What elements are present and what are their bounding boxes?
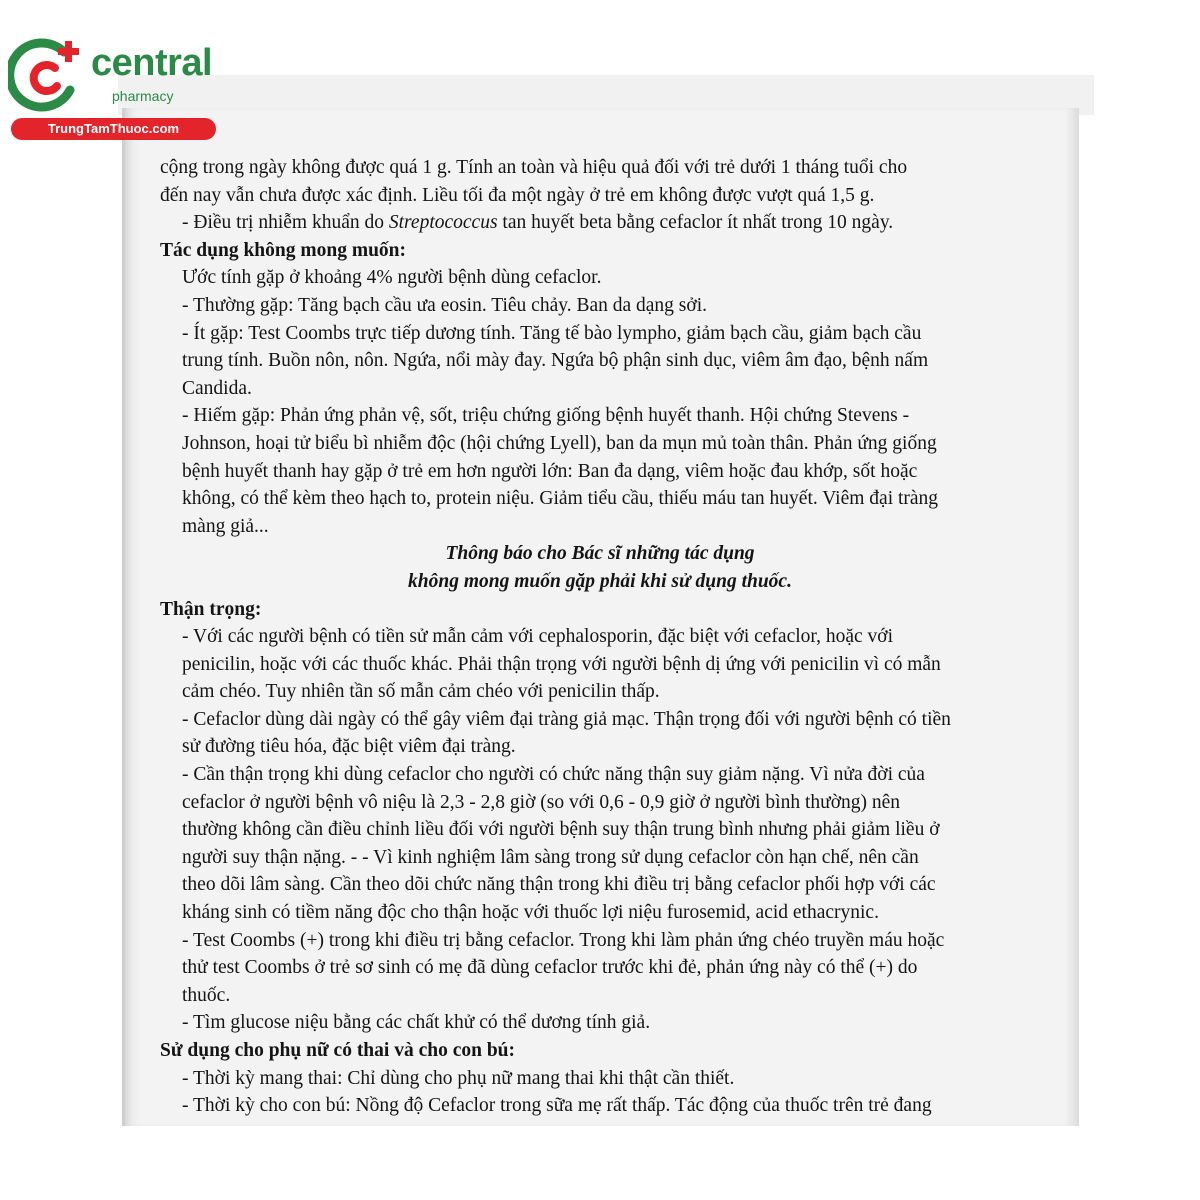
text-line: trung tính. Buồn nôn, nôn. Ngứa, nổi mày đay. Ngứa bộ phận sinh dục, viêm âm đạo, bệnh nấm xyxy=(182,350,929,372)
text-line: màng giả... xyxy=(182,515,269,537)
brand-logo[interactable] xyxy=(8,34,223,142)
section-heading-side-effects: Tác dụng không mong muốn: xyxy=(160,239,406,261)
text-line: Johnson, hoại tử biểu bì nhiễm độc (hội chứng Lyell), ban da mụn mủ toàn thân. Phản ứng giống xyxy=(182,432,937,454)
text-line: - Ít gặp: Test Coombs trực tiếp dương tính. Tăng tế bào lympho, giảm bạch cầu, giảm bạch cầu xyxy=(182,322,922,344)
brand-subtitle: pharmacy xyxy=(112,88,174,104)
brand-website-link[interactable]: TrungTamThuoc.com xyxy=(11,118,216,140)
section-heading-precautions: Thận trọng: xyxy=(160,598,262,620)
brand-name: central xyxy=(91,42,213,84)
text-line: theo dõi lâm sàng. Cần theo dõi chức năng thận trong khi điều trị bằng cefaclor phối hợp với các xyxy=(182,874,936,896)
text-line: cộng trong ngày không được quá 1 g. Tính an toàn và hiệu quả đối với trẻ dưới 1 tháng tuổi cho xyxy=(160,157,908,178)
text-line: - Cefaclor dùng dài ngày có thể gây viêm đại tràng giả mạc. Thận trọng đối với người bệnh có tiền xyxy=(182,708,951,730)
text-line: - Thường gặp: Tăng bạch cầu ưa eosin. Tiêu chảy. Ban da dạng sởi. xyxy=(182,294,708,316)
text-line: Ước tính gặp ở khoảng 4% người bệnh dùng cefaclor. xyxy=(182,267,602,289)
text-line: thường không cần điều chỉnh liều đối với người bệnh suy thận trung bình nhưng phải giảm liều ở xyxy=(182,819,940,841)
text-line: thử test Coombs ở trẻ sơ sinh có mẹ đã dùng cefaclor trước khi đẻ, phản ứng này có thể (+) do xyxy=(182,957,918,979)
text-line: - Test Coombs (+) trong khi điều trị bằng cefaclor. Trong khi làm phản ứng chéo truyền máu hoặc xyxy=(182,929,945,951)
section-heading-pregnancy: Sử dụng cho phụ nữ có thai và cho con bú: xyxy=(160,1040,516,1061)
organism-name: Streptococcus xyxy=(388,212,498,234)
text-line: - Thời kỳ mang thai: Chỉ dùng cho phụ nữ mang thai khi thật cần thiết. xyxy=(182,1067,735,1089)
text-line: cefaclor ở người bệnh vô niệu là 2,3 - 2,8 giờ (so với 0,6 - 0,9 giờ ở người bình thường) nên xyxy=(182,791,901,813)
text-line: Candida. xyxy=(182,377,252,399)
text-line: - Cần thận trọng khi dùng cefaclor cho người có chức năng thận suy giảm nặng. Vì nửa đời của xyxy=(182,764,925,786)
text-line: - Điều trị nhiễm khuẩn do Streptococcus tan huyết beta bằng cefaclor ít nhất trong 10 ngày. xyxy=(182,212,894,234)
notice-line: không mong muốn gặp phải khi sử dụng thuốc. xyxy=(408,570,792,592)
text-line: - Hiếm gặp: Phản ứng phản vệ, sốt, triệu chứng giống bệnh huyết thanh. Hội chứng Stevens - xyxy=(182,405,910,427)
text-line: - Tìm glucose niệu bằng các chất khử có thể dương tính giả. xyxy=(182,1012,651,1034)
pharmacy-cross-logo-icon xyxy=(8,34,90,116)
document-body xyxy=(160,154,1040,1120)
text-line: thuốc. xyxy=(182,984,231,1006)
text-line: sử đường tiêu hóa, đặc biệt viêm đại tràng. xyxy=(182,736,516,758)
text-line: không, có thể kèm theo hạch to, protein niệu. Giảm tiểu cầu, thiếu máu tan huyết. Viêm đại tràng xyxy=(182,488,939,510)
text-line: người suy thận nặng. - - Vì kinh nghiệm lâm sàng trong sử dụng cefaclor còn hạn chế, nên cần xyxy=(182,846,919,868)
notice-line: Thông báo cho Bác sĩ những tác dụng xyxy=(445,543,755,565)
text-line: kháng sinh có tiềm năng độc cho thận hoặc với thuốc lợi niệu furosemid, acid ethacrynic. xyxy=(182,902,879,924)
text-line: penicilin, hoặc với các thuốc khác. Phải thận trọng với người bệnh dị ứng với penicilin vì có mẫn xyxy=(182,653,941,675)
text-line: bệnh huyết thanh hay gặp ở trẻ em hơn người lớn: Ban đa dạng, viêm hoặc đau khớp, sốt hoặc xyxy=(182,460,918,482)
text-line: cảm chéo. Tuy nhiên tần số mẫn cảm chéo với penicilin thấp. xyxy=(182,681,660,703)
text-line: - Với các người bệnh có tiền sử mẫn cảm với cephalosporin, đặc biệt với cefaclor, hoặc với xyxy=(182,626,894,648)
text-line: - Thời kỳ cho con bú: Nồng độ Cefaclor trong sữa mẹ rất thấp. Tác động của thuốc trên trẻ đang xyxy=(182,1095,932,1117)
text-line: đến nay vẫn chưa được xác định. Liều tối đa một ngày ở trẻ em không được vượt quá 1,5 g. xyxy=(160,184,875,206)
